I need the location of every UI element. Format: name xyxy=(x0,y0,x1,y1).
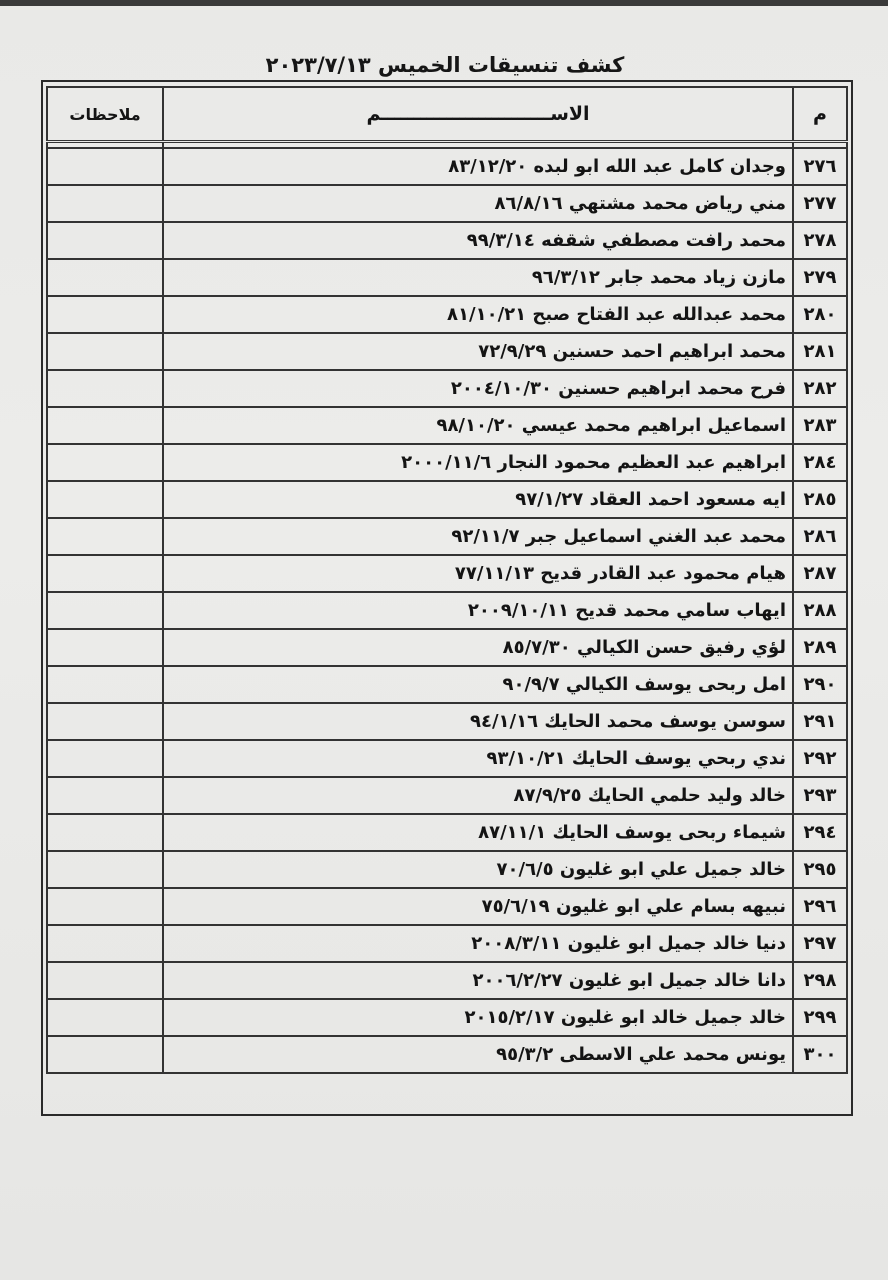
row-notes xyxy=(47,666,163,703)
row-notes xyxy=(47,814,163,851)
row-name: خالد جميل علي ابو غليون ٧٠/٦/٥ xyxy=(163,851,793,888)
row-notes xyxy=(47,777,163,814)
row-number: ٢٨٢ xyxy=(793,370,847,407)
row-number: ٢٩٩ xyxy=(793,999,847,1036)
row-notes xyxy=(47,407,163,444)
row-notes xyxy=(47,370,163,407)
row-notes xyxy=(47,259,163,296)
row-number: ٢٨٠ xyxy=(793,296,847,333)
row-number: ٢٨١ xyxy=(793,333,847,370)
table-row xyxy=(47,555,847,592)
row-name: شيماء ربحى يوسف الحايك ٨٧/١١/١ xyxy=(163,814,793,851)
top-edge xyxy=(0,0,888,6)
row-name: مازن زياد محمد جابر ٩٦/٣/١٢ xyxy=(163,259,793,296)
table-row xyxy=(47,333,847,370)
row-name: هيام محمود عبد القادر قديح ٧٧/١١/١٣ xyxy=(163,555,793,592)
row-name: محمد رافت مصطفي شقفه ٩٩/٣/١٤ xyxy=(163,222,793,259)
table-row xyxy=(47,1036,847,1073)
table-row xyxy=(47,407,847,444)
row-number: ٢٩٥ xyxy=(793,851,847,888)
row-notes xyxy=(47,333,163,370)
table-row xyxy=(47,925,847,962)
row-number: ٢٩٨ xyxy=(793,962,847,999)
row-name: ايهاب سامي محمد قديح ٢٠٠٩/١٠/١١ xyxy=(163,592,793,629)
table-row xyxy=(47,740,847,777)
table-row xyxy=(47,296,847,333)
row-name: ابراهيم عبد العظيم محمود النجار ٢٠٠٠/١١/٦ xyxy=(163,444,793,481)
row-name: امل ربحى يوسف الكيالي ٩٠/٩/٧ xyxy=(163,666,793,703)
row-notes xyxy=(47,555,163,592)
row-number: ٢٧٦ xyxy=(793,148,847,185)
row-number: ٢٩٦ xyxy=(793,888,847,925)
table-row xyxy=(47,851,847,888)
row-notes xyxy=(47,629,163,666)
row-name: ندي ربحي يوسف الحايك ٩٣/١٠/٢١ xyxy=(163,740,793,777)
header-number: م xyxy=(793,87,847,142)
table-row xyxy=(47,518,847,555)
row-name: خالد جميل خالد ابو غليون ٢٠١٥/٢/١٧ xyxy=(163,999,793,1036)
row-notes xyxy=(47,740,163,777)
table-row xyxy=(47,962,847,999)
row-name: لؤي رفيق حسن الكيالي ٨٥/٧/٣٠ xyxy=(163,629,793,666)
row-notes xyxy=(47,925,163,962)
table-row xyxy=(47,703,847,740)
row-notes xyxy=(47,148,163,185)
row-notes xyxy=(47,518,163,555)
row-name: محمد ابراهيم احمد حسنين ٧٢/٩/٢٩ xyxy=(163,333,793,370)
row-number: ٢٩٧ xyxy=(793,925,847,962)
table-row xyxy=(47,999,847,1036)
row-number: ٢٨٧ xyxy=(793,555,847,592)
table-row xyxy=(47,666,847,703)
table-row xyxy=(47,370,847,407)
row-notes xyxy=(47,999,163,1036)
header-notes: ملاحظات xyxy=(47,87,163,142)
row-name: يونس محمد علي الاسطى ٩٥/٣/٢ xyxy=(163,1036,793,1073)
row-number: ٢٧٨ xyxy=(793,222,847,259)
table-row xyxy=(47,185,847,222)
table-row xyxy=(47,148,847,185)
row-notes xyxy=(47,296,163,333)
table-row xyxy=(47,259,847,296)
row-number: ٢٩٠ xyxy=(793,666,847,703)
row-notes xyxy=(47,222,163,259)
row-notes xyxy=(47,1036,163,1073)
table-row xyxy=(47,777,847,814)
row-notes xyxy=(47,851,163,888)
document-title: كشف تنسيقات الخميس ٢٠٢٣/٧/١٣ xyxy=(265,53,625,77)
row-number: ٢٩٢ xyxy=(793,740,847,777)
row-name: نبيهه بسام علي ابو غليون ٧٥/٦/١٩ xyxy=(163,888,793,925)
row-name: اسماعيل ابراهيم محمد عيسي ٩٨/١٠/٢٠ xyxy=(163,407,793,444)
row-name: ايه مسعود احمد العقاد ٩٧/١/٢٧ xyxy=(163,481,793,518)
row-notes xyxy=(47,444,163,481)
table-row xyxy=(47,222,847,259)
row-number: ٢٨٥ xyxy=(793,481,847,518)
row-number: ٢٧٧ xyxy=(793,185,847,222)
row-name: خالد وليد حلمي الحايك ٨٧/٩/٢٥ xyxy=(163,777,793,814)
row-number: ٢٩١ xyxy=(793,703,847,740)
row-number: ٢٩٤ xyxy=(793,814,847,851)
row-name: دانا خالد جميل ابو غليون ٢٠٠٦/٢/٢٧ xyxy=(163,962,793,999)
row-name: دنيا خالد جميل ابو غليون ٢٠٠٨/٣/١١ xyxy=(163,925,793,962)
row-notes xyxy=(47,185,163,222)
row-notes xyxy=(47,703,163,740)
row-name: محمد عبدالله عبد الفتاح صبح ٨١/١٠/٢١ xyxy=(163,296,793,333)
table-row xyxy=(47,592,847,629)
row-name: محمد عبد الغني اسماعيل جبر ٩٢/١١/٧ xyxy=(163,518,793,555)
row-number: ٢٨٤ xyxy=(793,444,847,481)
table-row xyxy=(47,814,847,851)
row-notes xyxy=(47,592,163,629)
table-row xyxy=(47,629,847,666)
header-name: الاســــــــــــــــــــــــــم xyxy=(163,87,793,142)
table-row xyxy=(47,481,847,518)
row-number: ٢٩٣ xyxy=(793,777,847,814)
row-name: مني رياض محمد مشتهي ٨٦/٨/١٦ xyxy=(163,185,793,222)
row-name: فرح محمد ابراهيم حسنين ٢٠٠٤/١٠/٣٠ xyxy=(163,370,793,407)
row-number: ٣٠٠ xyxy=(793,1036,847,1073)
row-notes xyxy=(47,962,163,999)
row-notes xyxy=(47,481,163,518)
row-number: ٢٨٦ xyxy=(793,518,847,555)
names-table xyxy=(46,86,848,1074)
row-name: سوسن يوسف محمد الحايك ٩٤/١/١٦ xyxy=(163,703,793,740)
row-number: ٢٨٨ xyxy=(793,592,847,629)
row-notes xyxy=(47,888,163,925)
table-row xyxy=(47,888,847,925)
table-header-row xyxy=(47,87,847,142)
row-name: وجدان كامل عبد الله ابو لبده ٨٣/١٢/٢٠ xyxy=(163,148,793,185)
row-number: ٢٧٩ xyxy=(793,259,847,296)
row-number: ٢٨٩ xyxy=(793,629,847,666)
table-row xyxy=(47,444,847,481)
row-number: ٢٨٣ xyxy=(793,407,847,444)
